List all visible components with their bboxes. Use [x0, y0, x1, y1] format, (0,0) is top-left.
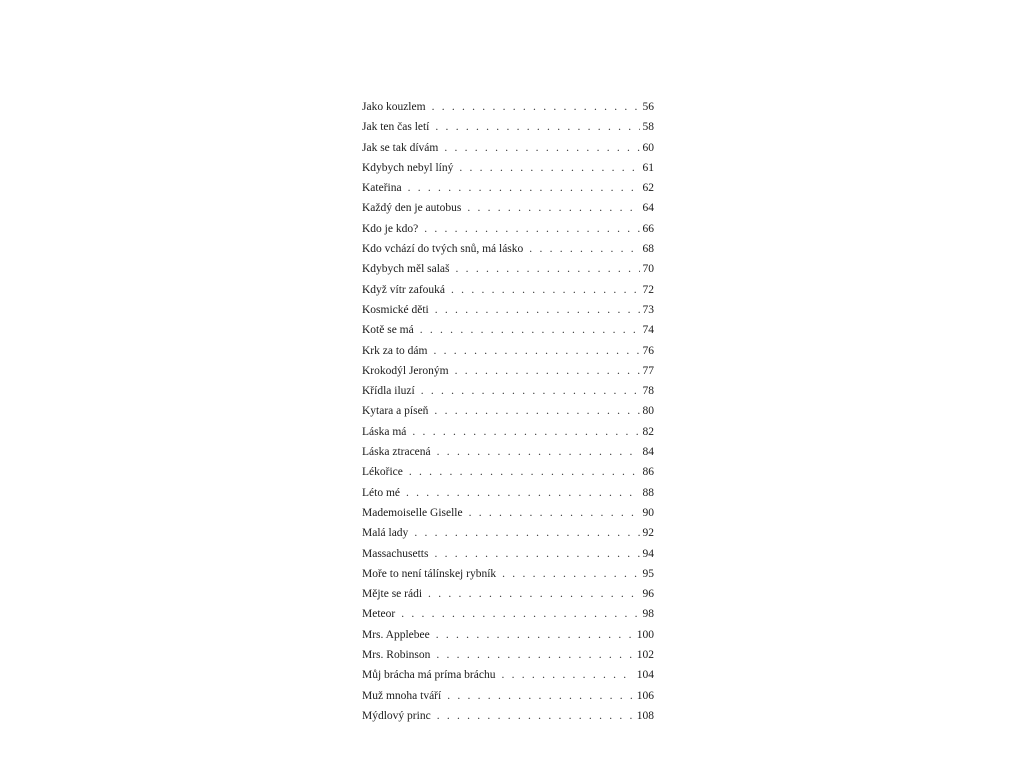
toc-dot-leader — [414, 523, 639, 543]
table-of-contents — [362, 97, 654, 726]
toc-entry-page: 100 — [636, 628, 654, 641]
toc-entry-title: Mějte se rádi — [362, 588, 423, 601]
toc-entry-title: Massachusetts — [362, 547, 429, 560]
toc-dot-leader — [469, 503, 640, 523]
toc-entry-title: Když vítr zafouká — [362, 283, 446, 296]
toc-dot-leader — [502, 564, 639, 584]
toc-entry-page: 88 — [642, 486, 654, 499]
toc-entry-title: Jako kouzlem — [362, 101, 426, 113]
toc-entry-page: 62 — [642, 182, 654, 195]
toc-entry-title: Mrs. Robinson — [362, 649, 431, 662]
toc-entry — [362, 442, 654, 462]
toc-entry-title: Můj brácha má príma bráchu — [362, 669, 496, 682]
toc-entry-page: 76 — [642, 344, 654, 357]
toc-dot-leader — [408, 178, 640, 198]
toc-entry-title: Malá lady — [362, 527, 409, 540]
toc-dot-leader — [436, 625, 634, 645]
toc-entry — [362, 239, 654, 259]
toc-entry — [362, 564, 654, 584]
toc-entry-title: Kdybych nebyl líný — [362, 161, 454, 174]
toc-entry — [362, 178, 654, 198]
toc-entry-page: 98 — [642, 608, 654, 621]
toc-entry-title: Muž mnoha tváří — [362, 689, 442, 702]
toc-entry-title: Kotě se má — [362, 324, 414, 337]
toc-entry — [362, 422, 654, 442]
toc-entry-page: 95 — [642, 567, 654, 580]
toc-entry-title: Léto mé — [362, 486, 400, 499]
toc-entry — [362, 706, 654, 726]
toc-dot-leader — [501, 665, 633, 685]
toc-entry-title: Kdo je kdo? — [362, 222, 419, 235]
toc-entry — [362, 686, 654, 706]
toc-dot-leader — [428, 584, 639, 604]
toc-dot-leader — [529, 239, 639, 259]
toc-entry-page: 77 — [642, 364, 654, 377]
toc-entry-title: Kytara a píseň — [362, 405, 429, 418]
toc-entry — [362, 544, 654, 564]
toc-entry-page: 68 — [642, 243, 654, 256]
toc-dot-leader — [467, 198, 639, 218]
toc-entry — [362, 604, 654, 624]
toc-dot-leader — [409, 462, 640, 482]
toc-dot-leader — [444, 138, 639, 158]
toc-entry-title: Kosmické děti — [362, 303, 429, 316]
toc-dot-leader — [456, 259, 640, 279]
toc-entry-page: 90 — [642, 506, 654, 519]
toc-entry-page: 60 — [642, 141, 654, 154]
toc-entry-title: Láska má — [362, 425, 407, 438]
toc-entry-title: Mrs. Applebee — [362, 628, 430, 641]
toc-entry — [362, 645, 654, 665]
toc-entry-page: 70 — [642, 263, 654, 276]
toc-entry — [362, 341, 654, 361]
toc-entry-page: 58 — [642, 121, 654, 134]
toc-entry-title: Mýdlový princ — [362, 709, 431, 722]
toc-entry-page: 108 — [636, 709, 654, 722]
toc-entry-title: Kdybych měl salaš — [362, 263, 450, 276]
toc-entry — [362, 198, 654, 218]
toc-dot-leader — [406, 483, 640, 503]
toc-entry-page: 66 — [642, 222, 654, 235]
toc-entry — [362, 483, 654, 503]
toc-entry-title: Láska ztracená — [362, 446, 431, 459]
toc-entry — [362, 361, 654, 381]
toc-dot-leader — [434, 401, 639, 421]
toc-entry-title: Křídla iluzí — [362, 385, 415, 398]
toc-dot-leader — [447, 686, 634, 706]
toc-dot-leader — [455, 361, 640, 381]
toc-entry — [362, 158, 654, 178]
toc-dot-leader — [435, 117, 639, 137]
toc-entry-page: 84 — [642, 446, 654, 459]
toc-entry-page: 61 — [642, 161, 654, 174]
toc-entry-title: Každý den je autobus — [362, 202, 462, 215]
toc-dot-leader — [437, 706, 634, 726]
toc-entry-page: 73 — [642, 303, 654, 316]
toc-entry — [362, 381, 654, 401]
toc-entry-title: Lékořice — [362, 466, 403, 479]
toc-entry — [362, 219, 654, 239]
toc-dot-leader — [437, 442, 640, 462]
toc-entry — [362, 503, 654, 523]
toc-entry-page: 72 — [642, 283, 654, 296]
toc-entry — [362, 462, 654, 482]
toc-entry-page: 96 — [642, 588, 654, 601]
toc-dot-leader — [434, 544, 639, 564]
toc-entry — [362, 625, 654, 645]
toc-entry — [362, 300, 654, 320]
toc-entry — [362, 584, 654, 604]
toc-entry — [362, 117, 654, 137]
toc-dot-leader — [412, 422, 639, 442]
toc-entry-title: Meteor — [362, 608, 396, 621]
toc-dot-leader — [432, 97, 640, 117]
toc-entry-title: Kateřina — [362, 182, 402, 195]
toc-entry-page: 86 — [642, 466, 654, 479]
toc-dot-leader — [435, 300, 640, 320]
toc-entry-page: 82 — [642, 425, 654, 438]
toc-dot-leader — [436, 645, 633, 665]
toc-entry-page: 106 — [636, 689, 654, 702]
toc-entry-title: Jak se tak dívám — [362, 141, 439, 154]
toc-entry-page: 64 — [642, 202, 654, 215]
toc-entry-page: 74 — [642, 324, 654, 337]
toc-entry-title: Jak ten čas letí — [362, 121, 430, 134]
toc-entry — [362, 401, 654, 421]
toc-dot-leader — [420, 320, 640, 340]
toc-entry-page: 56 — [642, 101, 654, 113]
toc-dot-leader — [433, 341, 639, 361]
toc-entry — [362, 97, 654, 117]
toc-dot-leader — [459, 158, 639, 178]
toc-entry — [362, 138, 654, 158]
toc-dot-leader — [424, 219, 639, 239]
toc-entry — [362, 665, 654, 685]
toc-entry-title: Mademoiselle Giselle — [362, 506, 463, 519]
toc-entry-page: 92 — [642, 527, 654, 540]
toc-entry-page: 80 — [642, 405, 654, 418]
toc-entry-page: 94 — [642, 547, 654, 560]
toc-entry-page: 104 — [636, 669, 654, 682]
toc-entry-page: 78 — [642, 385, 654, 398]
toc-entry-title: Krokodýl Jeroným — [362, 364, 449, 377]
toc-entry-page: 102 — [636, 649, 654, 662]
toc-entry — [362, 523, 654, 543]
toc-entry-title: Kdo vchází do tvých snů, má lásko — [362, 243, 524, 256]
toc-entry — [362, 259, 654, 279]
toc-entry — [362, 320, 654, 340]
toc-dot-leader — [421, 381, 640, 401]
toc-entry-title: Moře to není tálínskej rybník — [362, 567, 497, 580]
toc-dot-leader — [401, 604, 639, 624]
toc-dot-leader — [451, 280, 639, 300]
toc-entry-title: Krk za to dám — [362, 344, 428, 357]
toc-entry — [362, 280, 654, 300]
